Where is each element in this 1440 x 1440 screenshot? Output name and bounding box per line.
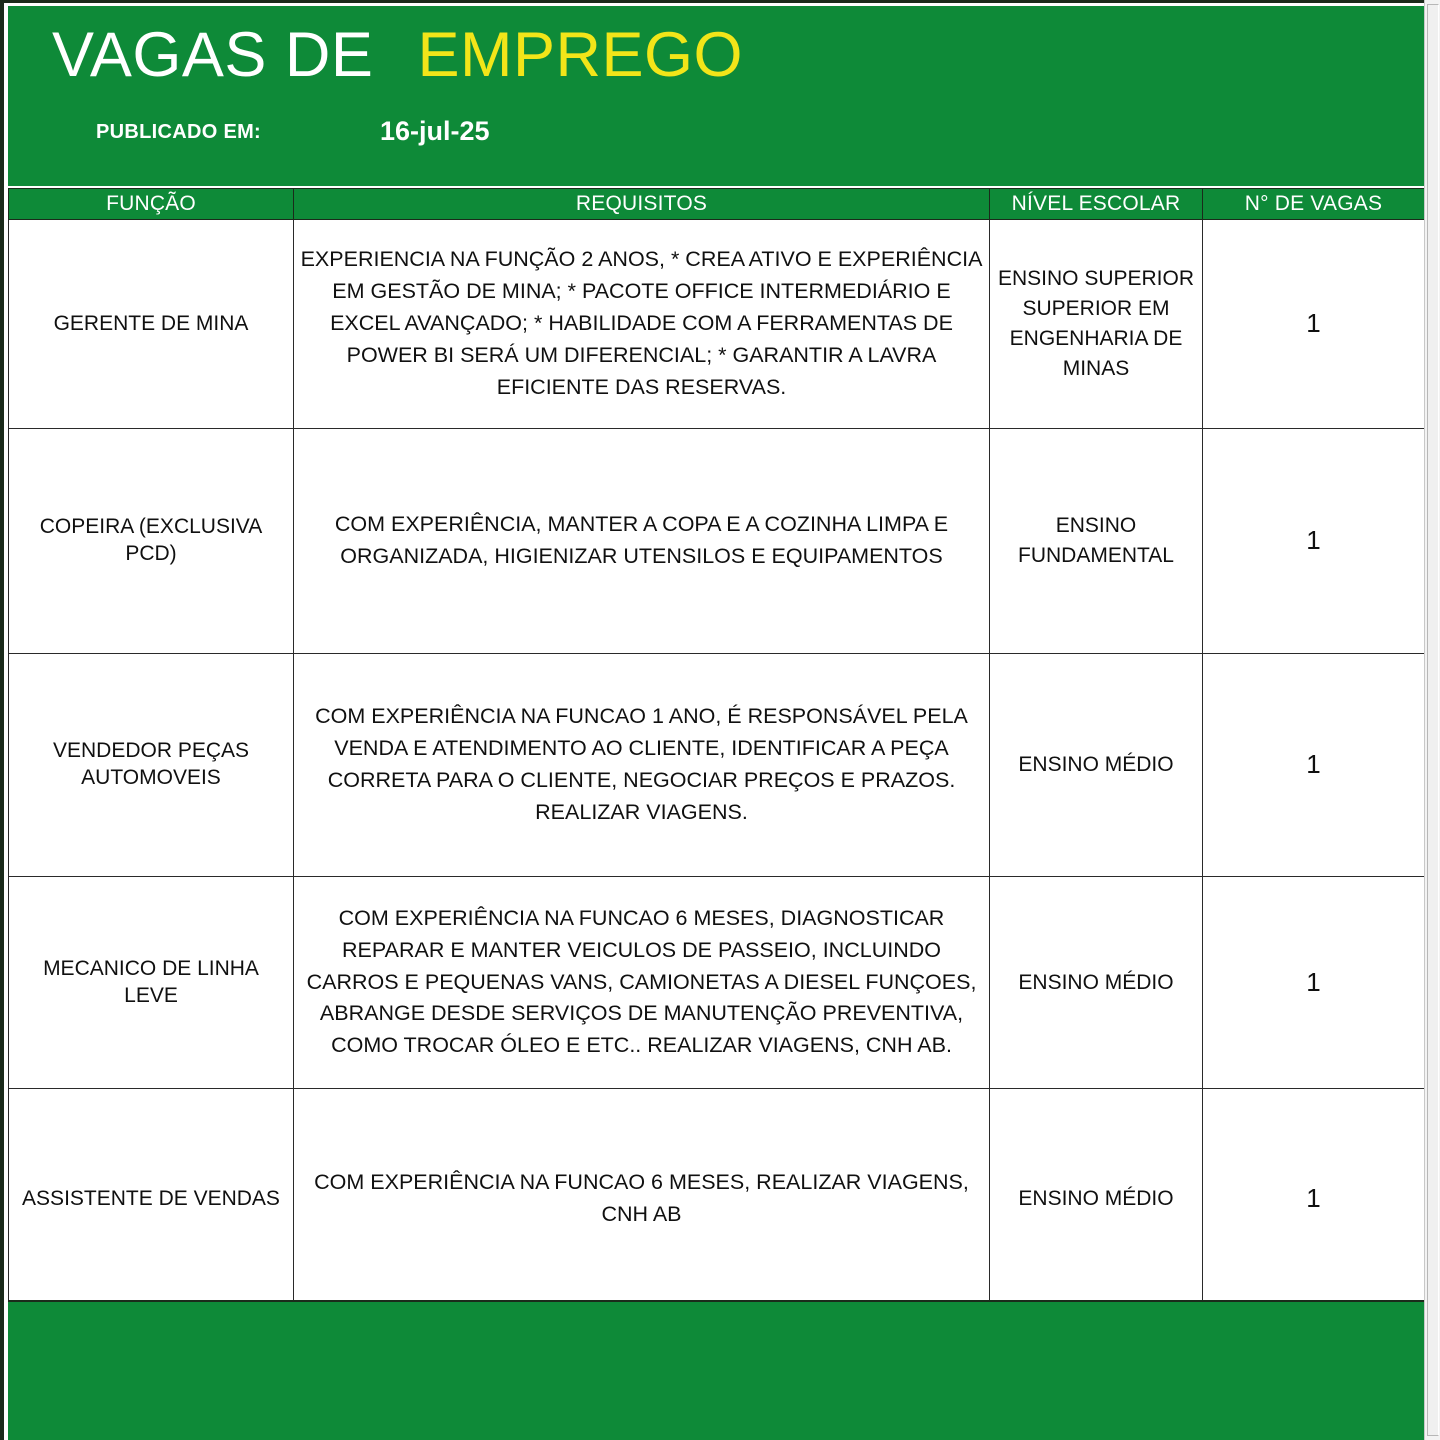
vertical-scrollbar[interactable]: [1424, 0, 1440, 1440]
title-vagas-de: VAGAS DE: [52, 20, 374, 90]
cell-requisitos: COM EXPERIÊNCIA NA FUNCAO 1 ANO, É RESPONSÁVEL PELA VENDA E ATENDIMENTO AO CLIENTE, IDENTIFICAR A PEÇA CORRETA PARA O CLIENTE, NEGOCIAR PREÇOS E PRAZOS. REALIZAR VIAGENS.: [294, 654, 990, 877]
table-row: [9, 429, 1425, 654]
footer-green-band: [8, 1300, 1424, 1440]
cell-nivel: ENSINO MÉDIO: [990, 1089, 1203, 1310]
cell-requisitos: EXPERIENCIA NA FUNÇÃO 2 ANOS, * CREA ATIVO E EXPERIÊNCIA EM GESTÃO DE MINA; * PACOTE OFFICE INTERMEDIÁRIO E EXCEL AVANÇADO; * HABILIDADE COM A FERRAMENTAS DE POWER BI SERÁ UM DIFERENCIAL; * GARANTIR A LAVRA EFICIENTE DAS RESERVAS.: [294, 220, 990, 429]
published-label: PUBLICADO EM:: [96, 121, 262, 143]
cell-funcao: COPEIRA (EXCLUSIVA PCD): [9, 429, 294, 654]
table-row: [9, 877, 1425, 1089]
cell-vagas: 1: [1203, 429, 1425, 654]
table-row: [9, 654, 1425, 877]
cell-requisitos: COM EXPERIÊNCIA NA FUNCAO 6 MESES, DIAGNOSTICAR REPARAR E MANTER VEICULOS DE PASSEIO, INCLUINDO CARROS E PEQUENAS VANS, CAMIONETAS A DIESEL FUNÇOES, ABRANGE DESDE SERVIÇOS DE MANUTENÇÃO PREVENTIVA, COMO TROCAR ÓLEO E ETC.. REALIZAR VIAGENS, CNH AB.: [294, 877, 990, 1089]
cell-vagas: 1: [1203, 877, 1425, 1089]
cell-vagas: 1: [1203, 220, 1425, 429]
cell-requisitos: COM EXPERIÊNCIA NA FUNCAO 6 MESES, REALIZAR VIAGENS, CNH AB: [294, 1089, 990, 1310]
cell-vagas: 1: [1203, 654, 1425, 877]
cell-funcao: ASSISTENTE DE VENDAS: [9, 1089, 294, 1310]
cell-requisitos: COM EXPERIÊNCIA, MANTER A COPA E A COZINHA LIMPA E ORGANIZADA, HIGIENIZAR UTENSILOS E EQUIPAMENTOS: [294, 429, 990, 654]
table-row: [9, 1089, 1425, 1310]
poster-masthead: [8, 6, 1424, 186]
published-date: 16-jul-25: [380, 116, 490, 146]
table-row: [9, 220, 1425, 429]
cell-nivel: ENSINO MÉDIO: [990, 877, 1203, 1089]
cell-vagas: 1: [1203, 1089, 1425, 1310]
cell-nivel: ENSINO MÉDIO: [990, 654, 1203, 877]
cell-funcao: GERENTE DE MINA: [9, 220, 294, 429]
column-header-requisitos[interactable]: REQUISITOS: [294, 189, 990, 220]
column-header-vagas[interactable]: N° DE VAGAS: [1203, 189, 1425, 220]
cell-nivel: ENSINO SUPERIOR SUPERIOR EM ENGENHARIA DE MINAS: [990, 220, 1203, 429]
scrollbar-track[interactable]: [1427, 4, 1439, 1436]
cell-nivel: ENSINO FUNDAMENTAL: [990, 429, 1203, 654]
cell-funcao: MECANICO DE LINHA LEVE: [9, 877, 294, 1089]
vacancies-table: [8, 188, 1425, 1310]
column-header-nivel[interactable]: NÍVEL ESCOLAR: [990, 189, 1203, 220]
poster-title: [52, 20, 743, 90]
title-emprego: EMPREGO: [417, 20, 743, 90]
table-header-row: [9, 189, 1425, 220]
cell-funcao: VENDEDOR PEÇAS AUTOMOVEIS: [9, 654, 294, 877]
column-header-funcao[interactable]: FUNÇÃO: [9, 189, 294, 220]
